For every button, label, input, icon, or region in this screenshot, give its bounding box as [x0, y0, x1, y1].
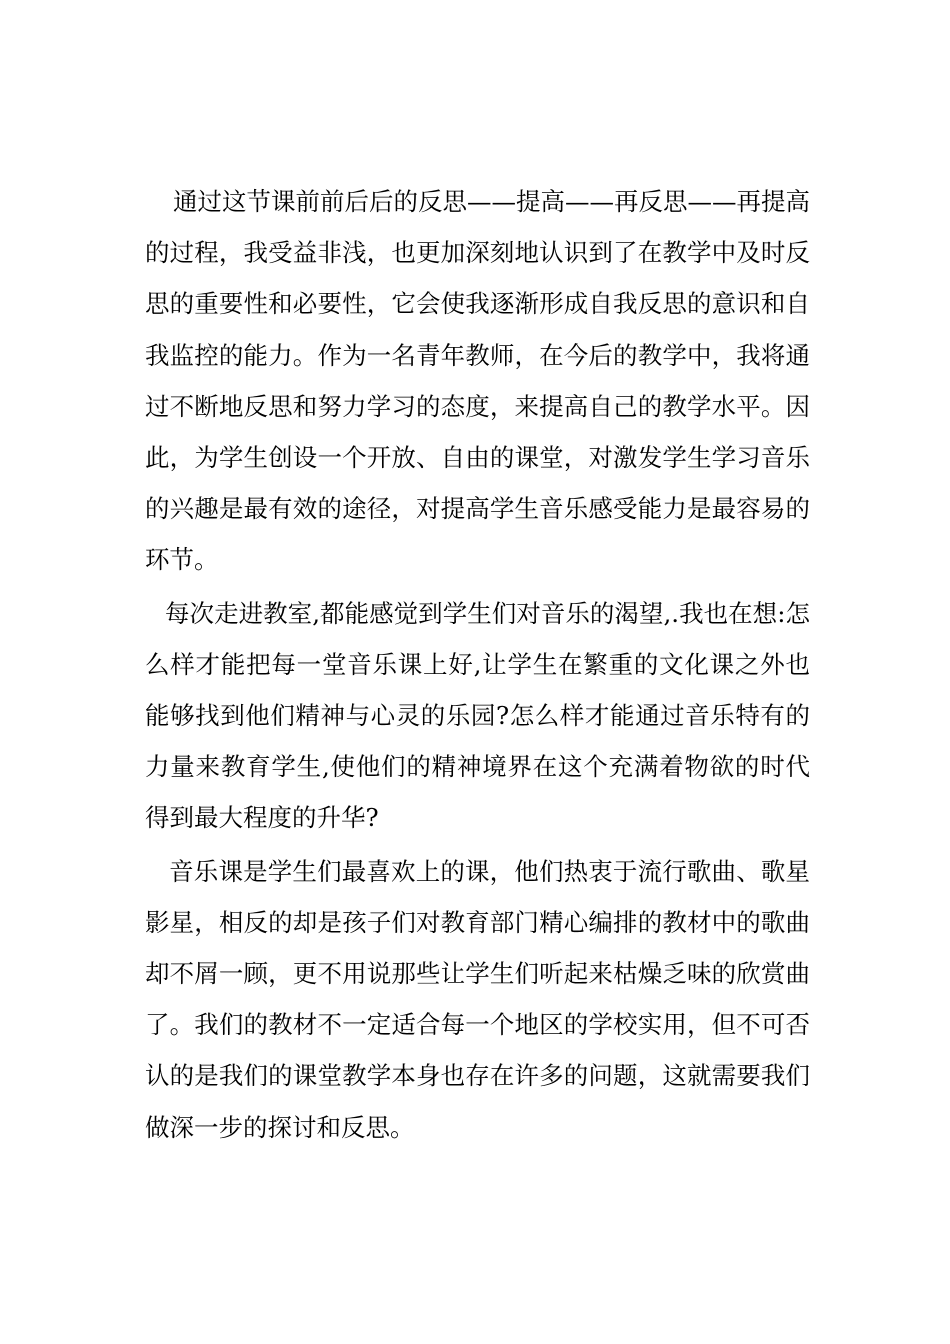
paragraph-3-text: 音乐课是学生们最喜欢上的课，他们热衷于流行歌曲、歌星影星，相反的却是孩子们对教育部门精心编排的教材中的歌曲却不屑一顾，更不用说那些让学生们听起来枯燥乏味的欣赏曲了。我们的教材不一定适合每一个地区的学校实用，但不可否认的是我们的课堂教学本身也存在许多的问题，这就需要我们做深一步的探讨和反思。 [145, 856, 810, 1142]
paragraph-3 [145, 846, 810, 1153]
paragraph-2-text: 每次走进教室,都能感觉到学生们对音乐的渴望,.我也在想:怎么样才能把每一堂音乐课上好,让学生在繁重的文化课之外也能够找到他们精神与心灵的乐园?怎么样才能通过音乐特有的力量来教育学生,使他们的精神境界在这个充满着物欲的时代得到最大程度的升华? [145, 598, 810, 833]
paragraph-2 [145, 588, 810, 844]
body-text [145, 176, 810, 1153]
paragraph-1 [145, 176, 810, 586]
paragraph-1-text: 通过这节课前前后后的反思——提高——再反思——再提高的过程，我受益非浅，也更加深刻地认识到了在教学中及时反思的重要性和必要性，它会使我逐渐形成自我反思的意识和自我监控的能力。作为一名青年教师，在今后的教学中，我将通过不断地反思和努力学习的态度，来提高自己的教学水平。因此，为学生创设一个开放、自由的课堂，对激发学生学习音乐的兴趣是最有效的途径，对提高学生音乐感受能力是最容易的环节。 [145, 187, 810, 575]
